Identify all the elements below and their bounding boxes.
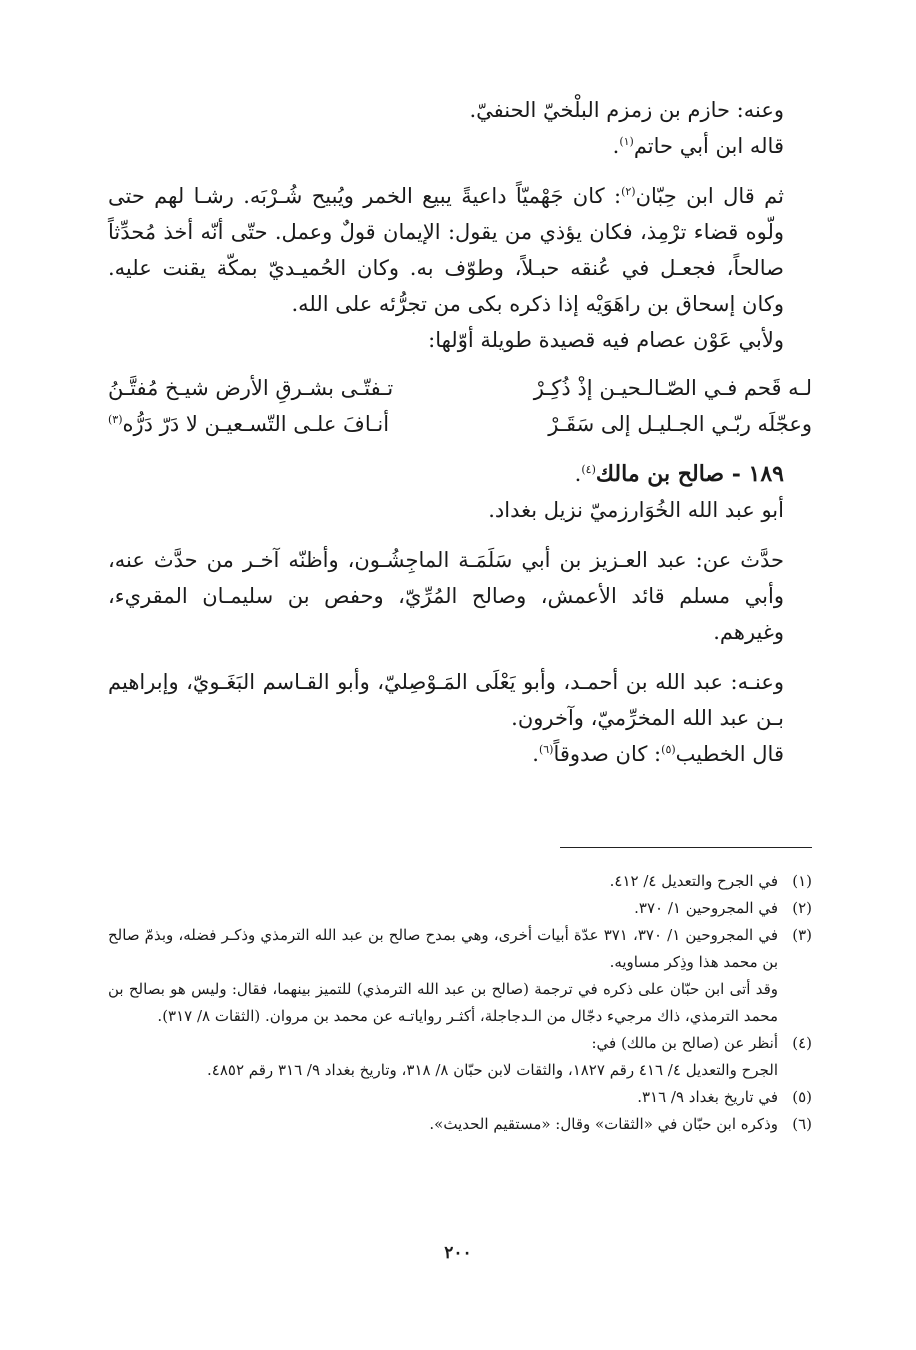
footnotes	[108, 868, 812, 1138]
footnote-5: (٥) في تاريخ بغداد ٩/ ٣١٦.	[108, 1084, 812, 1111]
footnote-4: (٤) أنظر عن (صالح بن مالك) في: الجرح والتعديل ٤/ ٤١٦ رقم ١٨٢٧، والثقات لابن حبّان ٨/ ٣١٨، وتاريخ بغداد ٩/ ٣١٦ رقم ٤٨٥٢.	[108, 1030, 812, 1084]
footnote-3: (٣) في المجروحين ١/ ٣٧٠، ٣٧١ عدّة أبيات أخرى، وهي بمدح صالح بن عبد الله الترمذي وذكـر فضله، وبذمّ صالح بن محمد هذا وذِكر مساويه. وقد أتى ابن حبّان على ذكره في ترجمة (صالح بن عبد الله الترمذي) للتميز بينهما، فقال: وليس هو بصالح بن محمد الترمذي، ذاك مرجيء دجّال من الـدجاجلة، أكثـر رواياتـه عن محمد بن مروان. (الثقات ٨/ ٣١٧).	[108, 922, 812, 1030]
source-line: قاله ابن أبي حاتم$^{(١)}$.	[612, 134, 784, 158]
footnote-divider	[560, 847, 812, 848]
entry-heading: ١٨٩ - صالح بن مالك$^{(٤)}$.	[574, 461, 784, 487]
narrated-from-paragraph: حدَّث عن: عبد العـزيز بن أبي سَلَمَـة الماجِشُـون، وأظنّه آخـر من حدَّث عنه، وأبي مسلم قائد الأعمش، وصالح المُرِّيّ، وحفص بن سليمـان المقريء، وغيرهم.	[108, 548, 784, 644]
footnote-number: (١)	[792, 872, 812, 890]
footnote-number: (٣)	[792, 926, 812, 944]
footnote-ref[interactable]: (٤)	[581, 463, 596, 476]
footnote-2: (٢) في المجروحين ١/ ٣٧٠.	[108, 895, 812, 922]
footnote-ref[interactable]: (٢)	[621, 185, 636, 198]
footnote-number: (٥)	[792, 1088, 812, 1106]
footnote-ref[interactable]: (١)	[619, 135, 634, 148]
narrator-line	[108, 92, 812, 128]
footnote-1: (١) في الجرح والتعديل ٤/ ٤١٢.	[108, 868, 812, 895]
footnote-ref[interactable]: (٦)	[538, 743, 554, 756]
entry-kunya: أبو عبد الله الخُوَارزميّ نزيل بغداد.	[488, 498, 784, 522]
ibn-hibban-paragraph: ثم قال ابن حِبّان$^{(٢)}$: كان جَهْميّاً داعيةً يبيع الخمر ويُبيح شُـرْبَه. رشـا لهم حتى ولّوه قضاء ترْمِذ، فكان يؤذي من يقول: الإيمان قولٌ وعمل. حتّى أنّه أخذ مُحدِّثاً صالحاً، فجعـل في عُنقه حبـلاً، وطوّف به. وكان الحُميـديّ بمكّة يقنت عليه. وكان إسحاق بن راهَوَيْه إذا ذكره بكى من تجرُّئه على الله.	[108, 184, 784, 316]
poem-hemistich: لـه قَحم فـي الصّـالـحيـن إذْ ذُكِـرْ	[533, 376, 812, 400]
poem	[108, 370, 812, 442]
footnote-ref[interactable]: (٣)	[108, 413, 123, 426]
footnote-ref[interactable]: (٥)	[661, 743, 676, 756]
poem-verse-1	[108, 370, 812, 406]
narrator-text: وعنه: حازم بن زمزم البلْخيّ الحنفيّ.	[469, 98, 784, 122]
footnote-number: (٢)	[792, 899, 812, 917]
footnote-6: (٦) وذكره ابن حبّان في «الثقات» وقال: «مستقيم الحديث».	[108, 1111, 812, 1138]
narrated-by-paragraph: وعنـه: عبد الله بن أحمـد، وأبو يَعْلَى المَـوْصِليّ، وأبو القـاسم البَغَـويّ، وإبراهيم بـن عبد الله المخرِّميّ، وآخرون.	[108, 670, 784, 730]
footnote-number: (٦)	[792, 1115, 812, 1133]
page-number: ٢٠٠	[444, 1243, 472, 1263]
poem-hemistich: أنـافَ علـى التّسـعيـن لا دَرّ دَرُّه$^{(٣)}$	[108, 412, 390, 436]
poem-hemistich: تـفتّـى بشـرقِ الأرض شيـخ مُفتَّـنُ	[108, 376, 394, 400]
poem-intro: ولأبي عَوْن عصام فيه قصيدة طويلة أوّلها:	[428, 328, 784, 352]
source-text: قاله ابن أبي حاتم	[633, 134, 784, 158]
main-text	[108, 92, 812, 772]
poem-verse-2	[108, 406, 812, 442]
footnote-number: (٤)	[792, 1034, 812, 1052]
poem-hemistich: وعجّلَه ربّـي الجـليـل إلى سَقَـرْ	[548, 412, 812, 436]
khatib-line: قال الخطيب$^{(٥)}$: كان صدوقاً$^{(٦)}$.	[532, 742, 784, 766]
entry-title: ١٨٩ - صالح بن مالك	[595, 461, 784, 487]
